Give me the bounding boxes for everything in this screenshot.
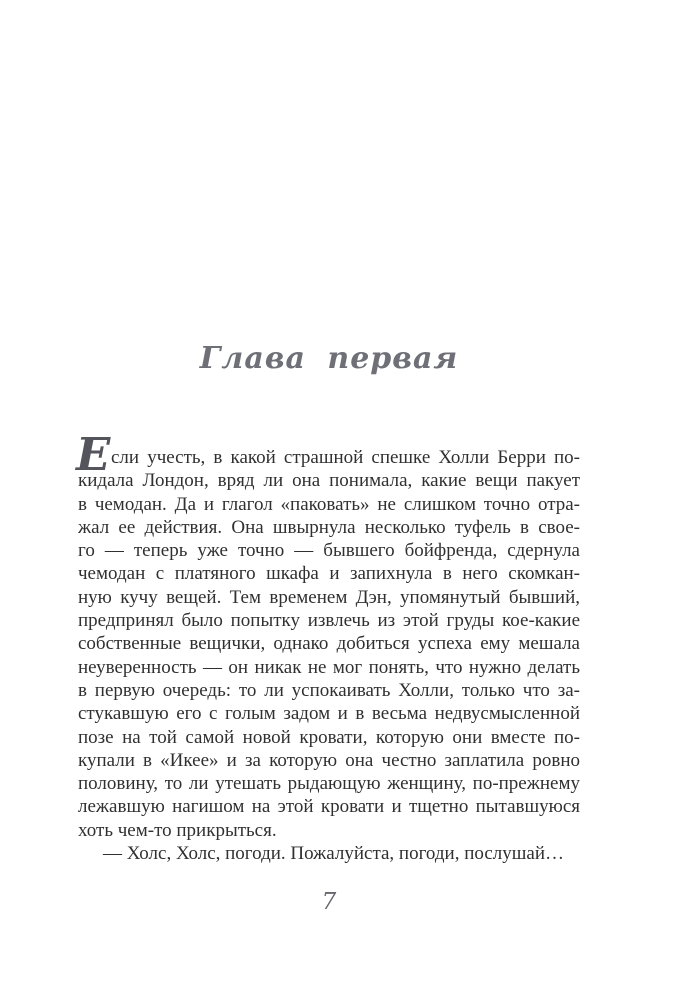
body-line: собственные вещички, однако добиться успеха ему мешала (78, 633, 580, 655)
paragraph-closing-line: хоть чем-то прикрыться. (78, 819, 277, 841)
body-line: половину, то ли утешать рыдающую женщину, по-прежнему (78, 773, 580, 795)
drop-cap-letter: Е (76, 428, 111, 481)
body-line: чемодан с платяного шкафа и запихнула в него скомкан- (78, 563, 580, 585)
body-line: стукавшую его с голым задом и в весьма недвусмысленной (78, 703, 580, 725)
body-line: в первую очередь: то ли успокаивать Холли, только что за- (78, 679, 580, 701)
dialogue-line: — Холс, Холс, погоди. Пожалуйста, погоди, послушай… (103, 843, 564, 865)
body-line: жал ее действия. Она швырнула несколько туфель в свое- (78, 516, 580, 538)
body-line: ную кучу вещей. Тем временем Дэн, упомянутый бывший, (78, 586, 580, 608)
body-line: предпринял было попытку извлечь из этой груды кое-какие (78, 610, 580, 632)
body-line: купали в «Икее» и за которую она честно заплатила ровно (78, 749, 580, 771)
body-text (76, 428, 580, 865)
body-line: позе на той самой новой кровати, которую они вместе по- (78, 726, 580, 748)
page-number: 7 (321, 889, 337, 915)
body-line: го — теперь уже точно — бывшего бойфренда, сдернула (78, 540, 580, 562)
body-line: лежавшую нагишом на этой кровати и тщетно пытавшуюся (78, 796, 580, 818)
body-line: неуверенность — он никак не мог понять, что нужно делать (78, 656, 580, 678)
chapter-title: Глава первая (199, 341, 459, 376)
body-line: кидала Лондон, вряд ли она понимала, какие вещи пакует (78, 470, 580, 492)
body-line: сли учесть, в какой страшной спешке Холли Берри по- (111, 447, 580, 468)
body-line: в чемодан. Да и глагол «паковать» не слишком точно отра- (78, 493, 580, 515)
